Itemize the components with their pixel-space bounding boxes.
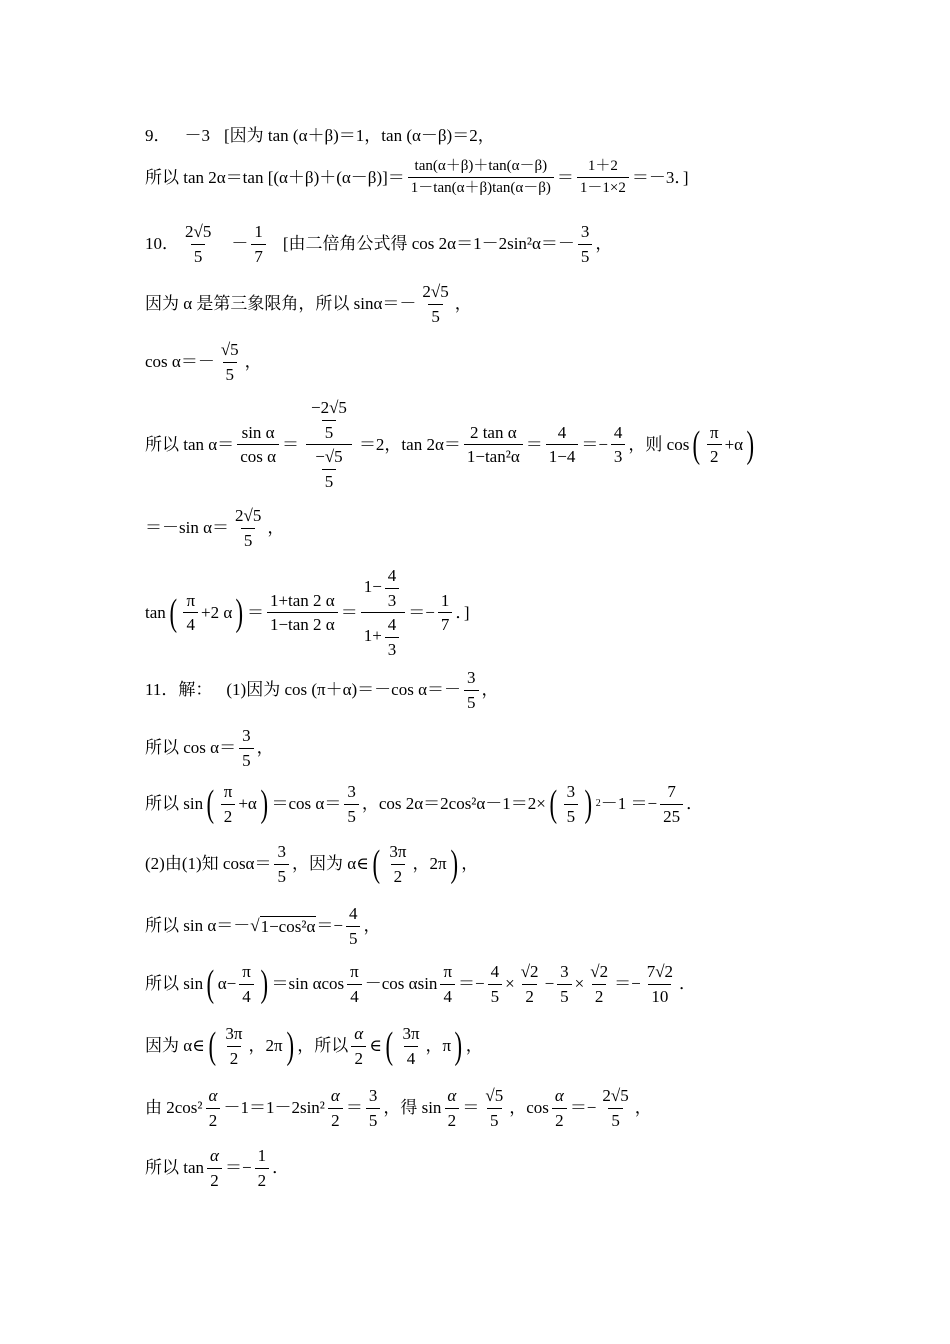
answer: －3	[184, 126, 210, 145]
fraction: √5 5	[485, 1086, 504, 1130]
text: 因为 α∈	[145, 1036, 205, 1056]
fraction: 2 tan α 1−tan²α	[464, 423, 523, 467]
fraction: sin α cos α	[237, 423, 279, 467]
fraction: 1 7	[251, 222, 266, 266]
text: 所以 sin α＝－	[145, 916, 251, 936]
fraction: $\frac{1}{2}$	[255, 1146, 270, 1190]
p11-line8: 由 2cos² α 2 －1＝1－2sin² α 2 ＝ 3 5 ，得 sin α 2 ＝ √5 5 ，cos α 2 ＝− $\frac{2√5}{5}$ ，	[145, 1086, 652, 1130]
p11-line6: 所以 sin ( α− $\frac{\pi}{4}$ ) ＝sin αcos π 4 －cos αsin π 4 ＝− $\frac{4}{5}$ × $\frac{√2}{2}$ − $\frac{3}{5}$ × $\frac{√2}{2}$ ＝− $\frac{7√2}{10}$ ．	[145, 962, 697, 1006]
fraction: 1+tan 2 α 1−tan 2 α	[267, 591, 338, 635]
text: (2)由(1)知 cosα＝	[145, 854, 272, 874]
fraction: 2√5 5	[422, 282, 449, 326]
p10-line2: 因为 α 是第三象限角，所以 sinα＝－ 2√5 5 ，	[145, 282, 472, 326]
text: ，cos 2α＝2cos²α－1＝2×	[361, 794, 546, 814]
p11-line3: 所以 sin ( π 2 +α ) ＝cos α＝ 3 5 ，cos 2α＝2cos²α－1＝2× ( 3 5 ) 2 －1 ＝− $\frac{7}{25}$ ．	[145, 782, 704, 826]
text: (1)因为 cos (π＋α)＝－cos α＝－	[226, 680, 461, 700]
fraction: $\frac{3}{5}$	[557, 962, 572, 1006]
fraction: $\frac{√2}{2}$	[590, 962, 609, 1006]
p10-line1: 10． 2√5 5 － 1 7 [由二倍角公式得 cos 2α＝1－2sin²α＝－ 3 5 ，	[145, 222, 613, 266]
text: tan	[145, 602, 166, 622]
fraction: π 4	[347, 962, 362, 1006]
fraction: 3 5	[239, 726, 254, 770]
fraction: 3 5	[344, 782, 359, 826]
fraction: α 2	[328, 1086, 343, 1130]
text: ．]	[455, 602, 470, 622]
fraction: $\frac{4}{5}$	[488, 962, 503, 1006]
text: －	[231, 234, 249, 254]
fraction: $\frac{\pi}{4}$	[239, 962, 254, 1006]
fraction: α 2	[207, 1146, 222, 1190]
text: [因为 tan (α＋β)＝1，tan (α－β)＝2，	[224, 126, 495, 145]
fraction: 1＋2 1－1×2	[577, 158, 629, 198]
fraction: 2√5 5	[235, 506, 262, 550]
text: 所以 cos α＝	[145, 738, 237, 758]
p10-line4: 所以 tan α＝ sin α cos α ＝ $\frac{-2√5}{5}$ $\frac{-√5}{5}$ ＝2，tan 2α＝ 2 tan α 1−tan²α ＝ 4 1−4 ＝− $\frac{4}{3}$ ，则 cos ( π 2 +α )	[145, 398, 755, 491]
fraction: 3π 2	[225, 1024, 243, 1068]
fraction: π 2	[707, 423, 722, 467]
p11-line1: 11．解： (1)因为 cos (π＋α)＝－cos α＝－ 3 5 ，	[145, 668, 499, 712]
text: 所以 tan 2α＝tan [(α＋β)＋(α－β)]＝	[145, 167, 405, 187]
fraction: π 4	[440, 962, 455, 1006]
problem-number: 10．	[145, 234, 179, 254]
text: cos α＝－	[145, 352, 215, 372]
p10-line5: ＝－sin α＝ 2√5 5 ，	[145, 506, 285, 550]
p9-line1	[145, 126, 495, 146]
text: 所以 sin	[145, 974, 204, 994]
p11-line2: 所以 cos α＝ 3 5 ，	[145, 726, 274, 770]
fraction: √5 5	[220, 340, 239, 384]
fraction: π 4	[183, 591, 198, 635]
fraction: tan(α＋β)＋tan(α－β) 1－tan(α＋β)tan(α－β)	[408, 158, 554, 198]
p11-line5: 所以 sin α＝－ √ 1−cos²α ＝− $\frac{4}{5}$ ，	[145, 904, 381, 948]
fraction: 4 1−4	[546, 423, 579, 467]
fraction: 3π 2	[389, 842, 407, 886]
text: ，得 sin	[383, 1098, 442, 1118]
text: 所以 tan	[145, 1158, 205, 1178]
fraction: $\frac{√2}{2}$	[520, 962, 539, 1006]
fraction: 3 5	[464, 668, 479, 712]
p11-line7: 因为 α∈ ( 3π 2 ，2π ) ，所以 α 2 ∈ ( 3π 4 ，π ) ，	[145, 1024, 483, 1068]
fraction: $\frac{7}{25}$	[660, 782, 683, 826]
fraction: $\frac{2√5}{5}$	[602, 1086, 629, 1130]
fraction: 3π 4	[402, 1024, 420, 1068]
fraction: 3 5	[366, 1086, 381, 1130]
complex-fraction: $\frac{-2√5}{5}$ $\frac{-√5}{5}$	[302, 398, 356, 491]
text: 因为 α 是第三象限角，所以 sinα＝－	[145, 294, 417, 314]
fraction: 3 5	[274, 842, 289, 886]
text: ＝	[556, 167, 574, 187]
fraction: α 2	[351, 1024, 366, 1068]
text: 所以 sin	[145, 794, 204, 814]
text: [由二倍角公式得 cos 2α＝1－2sin²α＝－	[282, 234, 575, 254]
p9-line2	[145, 158, 689, 198]
text: 所以 tan α＝	[145, 434, 235, 454]
fraction: α 2	[444, 1086, 459, 1130]
p11-line4: (2)由(1)知 cosα＝ 3 5 ，因为 α∈ ( 3π 2 ，2π ) ，	[145, 842, 479, 886]
text: ，则 cos	[628, 434, 690, 454]
fraction: $\frac{4}{3}$	[611, 423, 626, 467]
text: ，因为 α∈	[291, 854, 369, 874]
p10-line6: tan ( π 4 +2 α ) ＝ 1+tan 2 α 1−tan 2 α ＝ 1− $\frac{4}{3}$ 1+ $\frac{4}{3}$ ＝− $\frac{1}{7}$ ．]	[145, 566, 470, 659]
fraction: 3 5	[578, 222, 593, 266]
fraction: α 2	[206, 1086, 221, 1130]
fraction: 2√5 5	[185, 222, 212, 266]
text: ＝－sin α＝	[145, 518, 229, 538]
fraction: $\frac{4}{5}$	[346, 904, 361, 948]
fraction: 3 5	[564, 782, 579, 826]
text: ，所以	[297, 1036, 349, 1056]
fraction: $\frac{7√2}{10}$	[646, 962, 674, 1006]
p11-line9: 所以 tan α 2 ＝− $\frac{1}{2}$ ．	[145, 1146, 290, 1190]
sqrt: √ 1−cos²α	[250, 915, 316, 936]
problem-number: 11．解：	[145, 680, 213, 700]
fraction: $\frac{1}{7}$	[438, 591, 453, 635]
fraction: α 2	[552, 1086, 567, 1130]
text: 由 2cos²	[145, 1098, 203, 1118]
complex-fraction: 1− $\frac{4}{3}$ 1+ $\frac{4}{3}$	[361, 566, 406, 659]
p10-line3: cos α＝－ √5 5 ，	[145, 340, 262, 384]
fraction: π 2	[221, 782, 236, 826]
text: ＝－3．]	[631, 167, 689, 187]
problem-number: 9．	[145, 126, 171, 145]
text: ＝2，tan 2α＝	[358, 434, 461, 454]
